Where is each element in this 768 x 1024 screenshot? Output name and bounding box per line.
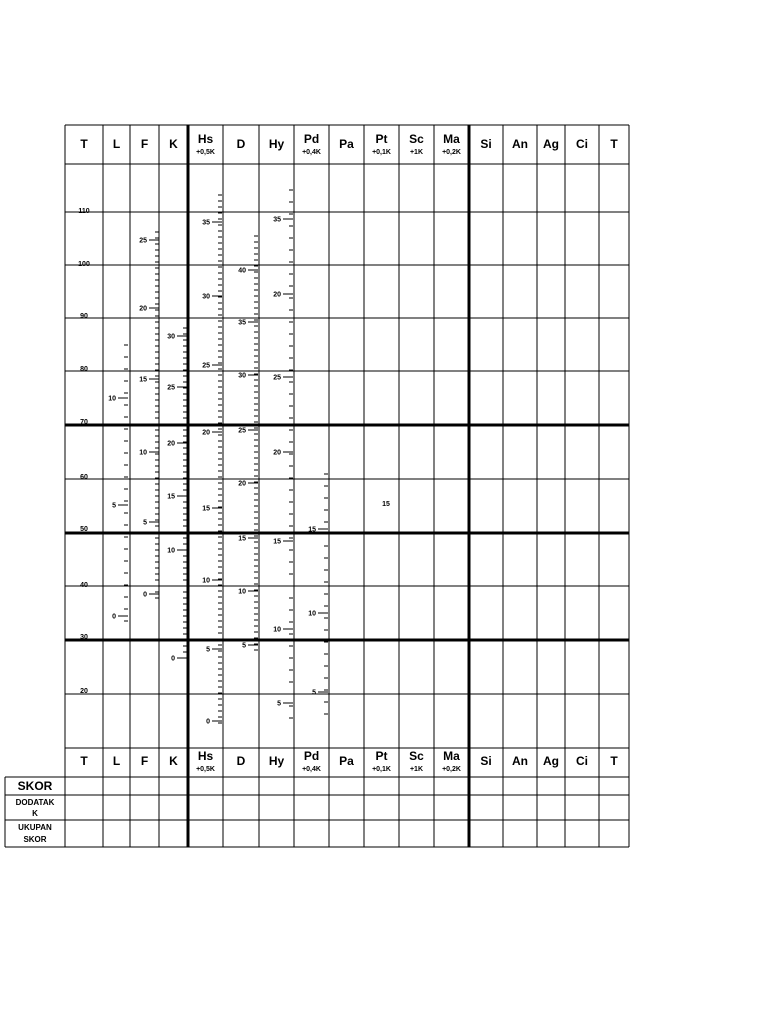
scale-labels [78,208,390,726]
F-scale-label: 15 [139,376,147,384]
header-Si-top: Si [480,137,492,151]
row-label-dodatak: DODATAK [15,798,55,807]
header-F-bottom: F [140,754,149,768]
header-An-bottom: An [512,754,528,768]
header-Hs-correction-top: +0,5K [196,149,215,156]
D-scale-label: 15 [238,535,246,543]
header-Pt-top: Pt [375,132,388,146]
header-T_right-top: T [610,137,618,151]
header-Sc-correction-top: +1K [409,149,424,156]
header-Hs-bottom: Hs [197,749,214,763]
Hs-scale-label: 10 [202,577,210,585]
Hs-scale-label: 15 [202,505,210,513]
header-Ci-top: Ci [576,137,588,151]
header-D-bottom: D [236,754,246,768]
header-Hs-top: Hs [197,132,214,146]
header-Hy-top: Hy [268,137,285,151]
row-label-skor: SKOR [17,779,53,793]
header-K-top: K [169,137,178,151]
header-L-bottom: L [112,754,121,768]
K-scale-label: 25 [167,384,175,392]
t-score-label: 60 [80,474,88,481]
Hs-scale-label: 0 [206,718,210,726]
Pd-scale-label: 10 [308,610,316,618]
header-Hs-correction-bottom: +0,5K [196,766,215,773]
Hs-scale-label: 5 [206,646,210,654]
F-scale-label: 20 [139,305,147,313]
Hs-scale-label: 20 [202,429,210,437]
header-F-top: F [140,137,149,151]
header-Pa-bottom: Pa [339,754,354,768]
Pt-scale-label: 15 [382,501,390,508]
F-scale-label: 25 [139,237,147,245]
header-Sc-top: Sc [409,132,424,146]
header-D-top: D [236,137,246,151]
t-score-label: 110 [78,208,90,215]
Hs-scale-label: 30 [202,293,210,301]
header-Ma-correction-top: +0,2K [442,149,461,156]
F-scale-label: 5 [143,519,147,527]
header-Pt-bottom: Pt [375,749,388,763]
t-score-label: 20 [80,688,88,695]
t-score-label: 40 [80,582,88,589]
header-Pd-correction-bottom: +0,4K [302,766,321,773]
header-T_left-top: T [80,137,88,151]
header-T_right-bottom: T [610,754,618,768]
header-An-top: An [512,137,528,151]
header-Pd-top: Pd [303,132,320,146]
score-rows [16,779,55,844]
F-scale-label: 0 [143,591,147,599]
profile-grid [5,125,629,847]
row-label-ukupan: UKUPAN [18,823,52,832]
D-scale-label: 25 [238,427,246,435]
header-Sc-bottom: Sc [409,749,424,763]
L-scale-label: 5 [112,502,116,510]
header-Si-bottom: Si [480,754,492,768]
row-label-dodatak-k: K [32,809,38,818]
K-scale-label: 20 [167,440,175,448]
Hs-scale-label: 25 [202,362,210,370]
Pd-scale-label: 5 [312,689,316,697]
D-scale-label: 30 [238,372,246,380]
L-scale-label: 10 [108,395,116,403]
t-score-label: 100 [78,261,90,268]
Hy-scale-label: 20 [273,291,281,299]
t-score-label: 50 [80,526,88,533]
D-scale-label: 40 [238,267,246,275]
D-scale-label: 35 [238,319,246,327]
Pd-scale-label: 15 [308,526,316,534]
K-scale-label: 10 [167,547,175,555]
Hs-scale-label: 35 [202,219,210,227]
header-Pa-top: Pa [339,137,354,151]
header-Hy-bottom: Hy [268,754,285,768]
column-headers [80,132,618,773]
header-T_left-bottom: T [80,754,88,768]
F-scale-label: 10 [139,449,147,457]
t-score-label: 80 [80,366,88,373]
Hy-scale-label: 10 [273,626,281,634]
header-Sc-correction-bottom: +1K [409,766,424,773]
K-scale-label: 15 [167,493,175,501]
D-scale-label: 5 [242,642,246,650]
Hy-scale-label: 5 [277,700,281,708]
D-scale-label: 10 [238,588,246,596]
t-score-label: 90 [80,313,88,320]
t-score-label: 70 [80,419,88,426]
header-Ag-bottom: Ag [543,754,559,768]
header-Ma-correction-bottom: +0,2K [442,766,461,773]
D-scale-label: 20 [238,480,246,488]
header-Pt-correction-top: +0,1K [372,149,391,156]
header-L-top: L [112,137,121,151]
header-Pd-correction-top: +0,4K [302,149,321,156]
K-scale-label: 30 [167,333,175,341]
Hy-scale-label: 35 [273,216,281,224]
header-Ma-bottom: Ma [443,749,460,763]
Hy-scale-label: 15 [273,538,281,546]
header-Pd-bottom: Pd [303,749,320,763]
Hy-scale-label: 20 [273,449,281,457]
K-scale-label: 0 [171,655,175,663]
header-Ma-top: Ma [443,132,460,146]
header-Ag-top: Ag [543,137,559,151]
row-label-ukupan-skor: SKOR [23,835,47,844]
header-K-bottom: K [169,754,178,768]
header-Pt-correction-bottom: +0,1K [372,766,391,773]
Hy-scale-label: 25 [273,374,281,382]
header-Ci-bottom: Ci [576,754,588,768]
t-score-label: 30 [80,634,88,641]
L-scale-label: 0 [112,613,116,621]
